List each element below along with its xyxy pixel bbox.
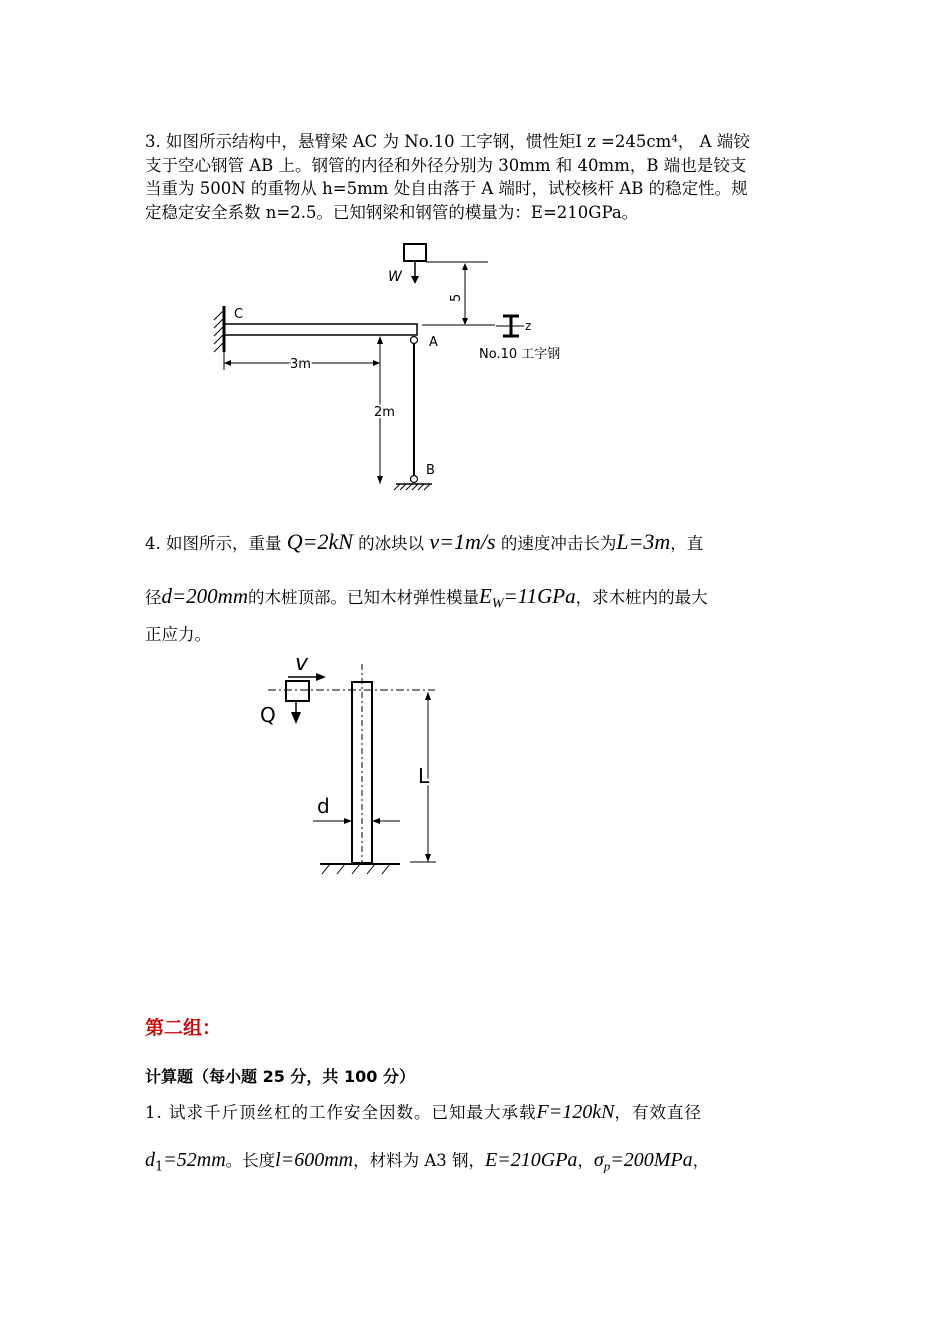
group2-p1-line1: 1. 试求千斤顶丝杠的工作安全因数。已知最大承载F=120kN，有效直径	[145, 1101, 702, 1123]
group2-p1-line2: $d_1=52mm$。长度l=600mm，材料为 A3 钢，E=210GPa，$\sigma_p=200MPa$，	[145, 1149, 710, 1175]
label-C: C	[234, 307, 244, 322]
problem4-line1: 4. 如图所示，重量 Q=2kN 的冰块以 v=1m/s 的速度冲击长为L=3m，直	[145, 529, 704, 554]
group2-problem1	[145, 1098, 807, 1178]
label-Q: Q	[260, 703, 276, 727]
problem4-text	[145, 528, 807, 648]
label-v: v	[295, 651, 309, 676]
label-section: No.10 工字钢	[479, 347, 561, 362]
problem3-figure	[200, 238, 580, 498]
label-5: 5	[449, 293, 464, 302]
label-d: d	[317, 794, 330, 818]
label-3m: 3m	[290, 357, 311, 372]
problem3-line1: 3. 如图所示结构中，悬臂梁 AC 为 No.10 工字钢，惯性矩I z =245cm⁴， A 端铰	[145, 132, 750, 151]
group2-section: 计算题（每小题 25 分，共 100 分）	[145, 1067, 415, 1086]
label-B: B	[426, 463, 435, 478]
label-2m-text: 2m	[374, 405, 395, 420]
problem3-line2: 支于空心钢管 AB 上。钢管的内径和外径分别为 30mm 和 40mm，B 端也是铰支	[145, 155, 747, 175]
problem4-line2: 径d=200mm的木桩顶部。已知木材弹性模量$E_W=11GPa$，求木桩内的最大	[145, 584, 708, 612]
problem3-line3: 当重为 500N 的重物从 h=5mm 处自由落于 A 端时，试校核杆 AB 的稳定性。规	[145, 179, 748, 198]
label-W: W	[388, 269, 402, 285]
label-z: z	[525, 319, 532, 333]
problem3-line4: 定稳定安全系数 n=2.5。已知钢梁和钢管的模量为：E=210GPa。	[145, 202, 639, 222]
label-L: L	[418, 764, 430, 788]
group2-title: 第二组：	[145, 1017, 222, 1039]
problem3-text	[145, 130, 807, 224]
label-A: A	[429, 335, 438, 350]
problem4-figure	[250, 650, 450, 880]
problem4-line3: 正应力。	[145, 625, 211, 644]
